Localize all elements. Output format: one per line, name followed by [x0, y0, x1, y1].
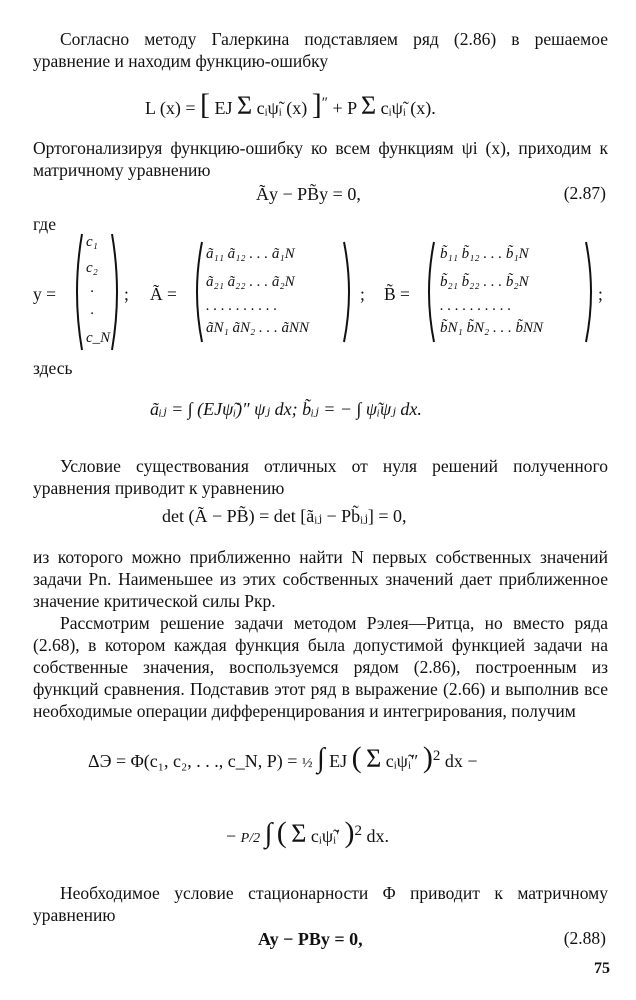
- equation-coefficients: ãᵢⱼ = ∫ (EJψ̃ᵢ)″ ψⱼ dx; b̃ᵢⱼ = − ∫ ψ̃ᵢψⱼ dx.: [150, 399, 422, 419]
- B-parens: [424, 240, 596, 344]
- equation-energy-line2: − P/2 ∫ ( Σ cᵢψ̃ᵢ′ )$^2$ dx.: [226, 816, 390, 849]
- equation-number-287: (2.87): [563, 183, 606, 203]
- y-row-1: c₁: [86, 234, 98, 250]
- equation-number-288: (2.88): [563, 928, 606, 948]
- eq5-dx1: dx −: [444, 751, 478, 771]
- eq5-dx2: dx.: [366, 826, 390, 846]
- A-matrix: [192, 240, 354, 344]
- A-row-1: ã₁₁ ã₁₂ . . . ã₁N: [206, 246, 295, 262]
- eq1-left: L (x) =: [145, 98, 196, 118]
- eq5-term2: cᵢψ̃ᵢ′: [310, 826, 341, 846]
- equation-matrix-ritz: Ay − PBy = 0,: [258, 929, 363, 949]
- B-matrix: [424, 240, 596, 344]
- A-row-2: ã₂₁ ã₂₂ . . . ã₂N: [206, 274, 295, 290]
- B-row-3: . . . . . . . . . .: [440, 298, 512, 314]
- y-row-2: c₂: [86, 260, 98, 276]
- A-row-3: . . . . . . . . . .: [206, 298, 278, 314]
- paragraph-here: здесь: [33, 358, 73, 378]
- paragraph-condition: Условие существования отличных от нуля решений полученного уравнения приводит к уравнению: [33, 456, 608, 498]
- paragraph-galerkin: Согласно методу Галеркина подставляем ряд (2.86) в решаемое уравнение и находим функцию-ошибку: [33, 29, 608, 71]
- B-row-2: b̃₂₁ b̃₂₂ . . . b̃₂N: [440, 274, 529, 290]
- eq1-plus: + P: [332, 98, 357, 118]
- eq5-term1: cᵢψ̃ᵢ″: [385, 751, 419, 771]
- paragraph-eigenvalues: из которого можно приближенно найти N первых собственных значений задачи Pn. Наименьшее из этих собственных значений дает приближенное значение критической силы Pкр.: [33, 547, 608, 611]
- A-parens: [192, 240, 354, 344]
- A-label: Ã =: [150, 284, 177, 304]
- paragraph-where: где: [33, 214, 56, 234]
- y-row-3: ·: [90, 284, 94, 300]
- equation-determinant: det (Ã − PB̃) = det [ãᵢⱼ − Pb̃ᵢⱼ] = 0,: [162, 506, 407, 526]
- eq5-ej: EJ: [329, 751, 348, 771]
- y-row-4: ·: [90, 306, 94, 322]
- B-row-1: b̃₁₁ b̃₁₂ . . . b̃₁N: [440, 246, 529, 262]
- B-row-4: b̃N₁ b̃N₂ . . . b̃NN: [440, 320, 543, 336]
- equation-error-function: L (x) = [ EJ Σ cᵢψ̃ᵢ (x) ]″ + P Σ cᵢψ̃ᵢ (x).: [145, 88, 436, 121]
- y-parens: [72, 232, 122, 352]
- paragraph-stationarity: Необходимое условие стационарности Φ приводит к матричному уравнению: [33, 883, 608, 925]
- eq1-term2: cᵢψ̃ᵢ (x).: [380, 98, 436, 118]
- equation-energy-line1: ΔЭ = Φ(c₁, c₂, . . ., c_N, P) = ½ ∫ EJ ( Σ cᵢψ̃ᵢ″ )$^2$ dx −: [88, 741, 478, 774]
- eq1-term1: cᵢψ̃ᵢ (x): [256, 98, 308, 118]
- y-vector: [72, 232, 122, 352]
- document-page: Согласно методу Галеркина подставляем ряд (2.86) в решаемое уравнение и находим функцию-ошибку L (x) = [ EJ Σ cᵢψ̃ᵢ (x) ]″ + P Σ cᵢψ̃ᵢ (x). Ортогонализируя функцию-ошибку ко всем функциям ψi (x), приходим к матричному уравнению Ãy − PB̃y = 0, (2.87) где y = c₁ c₂ · · c_N ; Ã = ã₁₁ ã₁₂ . . . ã₁N ã₂₁ ã₂₂ . . . ã₂N . . . . . . . . . . ãN₁ ãN₂ . . . ãNN ; B̃ = b̃₁₁ b̃₁₂ . . . b̃₁N b̃₂₁ b̃₂₂ . . . b̃₂N . . . . . . . . . . b̃N₁ b̃N₂ . . . b̃NN ; здесь ãᵢⱼ = ∫ (EJψ̃ᵢ)″ ψⱼ dx; b̃ᵢⱼ = − ∫ ψ̃ᵢψⱼ dx. Условие существования отличных от нуля решений полученного уравнения приводит к уравнению det (Ã − PB̃) = det [ãᵢⱼ − Pb̃ᵢⱼ] = 0, из которого можно приближенно найти N первых собственных значений задачи Pn. Наименьшее из этих собственных значений дает приближенное значение критической силы Pкр. Рассмотрим решение задачи методом Рэлея—Ритца, но вместо ряда (2.68), в котором каждая функция была допустимой функцией задачи на собственные значения, воспользуемся рядом (2.86), построенным из функций сравнения. Подставив этот ряд в выражение (2.66) и выполнив все необходимые операции дифференцирования и интегрирования, получим ΔЭ = Φ(c₁, c₂, . . ., c_N, P) = ½ ∫ EJ ( Σ cᵢψ̃ᵢ″ )$^2$ dx − − P/2 ∫ ( Σ cᵢψ̃ᵢ′ )$^2$ dx. Необходимое условие стационарности Φ приводит к матричному уравнению Ay − PBy = 0, (2.88) 75: [33, 29, 610, 977]
- paragraph-rayleigh-ritz: Рассмотрим решение задачи методом Рэлея—Ритца, но вместо ряда (2.68), в котором каждая функция была допустимой функцией задачи на собственные значения, воспользуемся рядом (2.86), построенным из функций сравнения. Подставив этот ряд в выражение (2.66) и выполнив все необходимые операции дифференцирования и интегрирования, получим: [33, 613, 608, 721]
- A-row-4: ãN₁ ãN₂ . . . ãNN: [206, 320, 309, 336]
- B-label: B̃ =: [384, 284, 410, 304]
- paragraph-orthogonalize: Ортогонализируя функцию-ошибку ко всем функциям ψi (x), приходим к матричному уравнению: [33, 138, 608, 180]
- eq1-ej: EJ: [214, 98, 233, 118]
- eq5-lhs: ΔЭ = Φ(c₁, c₂, . . ., c_N, P) =: [88, 751, 298, 771]
- equation-matrix-galerkin: Ãy − PB̃y = 0,: [256, 184, 361, 204]
- page-number: 75: [594, 960, 610, 977]
- y-label: y =: [33, 284, 56, 304]
- y-row-5: c_N: [86, 330, 111, 346]
